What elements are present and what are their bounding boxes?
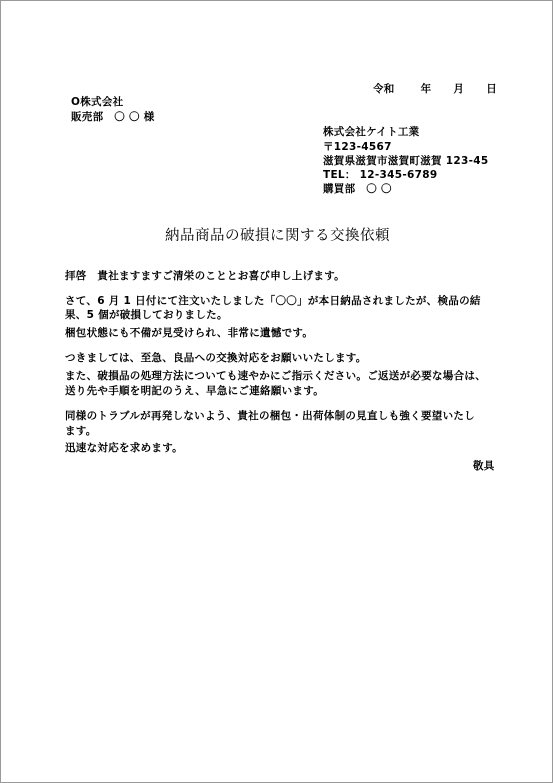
closing-keigu: 敬具: [473, 460, 495, 472]
body-line: また、破損品の処理方法についても速やかにご指示ください。ご返送が必要な場合は、: [65, 370, 486, 382]
document-title: 納品商品の破損に関する交換依頼: [165, 228, 390, 244]
sender-person: 購買部 〇 〇: [323, 183, 392, 195]
sender-postal: 〒123-4567: [323, 141, 392, 153]
date-year: 年: [420, 83, 432, 95]
date-month: 月: [453, 83, 465, 95]
date-line: [373, 82, 497, 96]
body-line: 送り先や手順を明記のうえ、早急にご連絡願います。: [65, 385, 324, 397]
body-line: 拝啓 貴社ますますご清栄のこととお喜び申し上げます。: [65, 270, 345, 282]
body-line: 果、5 個が破損しておりました。: [65, 309, 228, 321]
body-line: 迅速な対応を求めます。: [65, 442, 183, 454]
body-line: 梱包状態にも不備が見受けられ、非常に遺憾です。: [65, 327, 314, 339]
recipient-company: O株式会社: [71, 96, 124, 108]
body-line: つきましては、至急、良品への交換対応をお願いいたします。: [65, 352, 367, 364]
sender-company: 株式会社ケイト工業: [323, 126, 420, 138]
body-line: さて、6 月 1 日付にて注文いたしました「〇〇」が本日納品されましたが、検品の結: [65, 295, 481, 307]
body-line: 同様のトラブルが再発しないよう、貴社の梱包・出荷体制の見直しも強く要望いたし: [65, 410, 475, 422]
date-era: 令和: [373, 83, 395, 95]
body-line: ます。: [65, 425, 97, 437]
date-day: 日: [486, 83, 498, 95]
sender-tel: TEL： 12-345-6789: [323, 169, 438, 181]
recipient-person: 販売部 〇 〇 様: [71, 111, 155, 123]
sender-address: 滋賀県滋賀市滋賀町滋賀 123-45: [323, 155, 489, 167]
